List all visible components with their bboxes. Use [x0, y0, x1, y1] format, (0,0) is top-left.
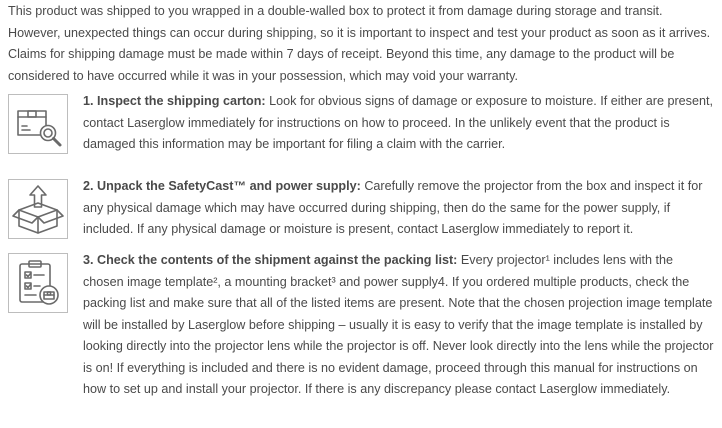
step-1-text [83, 91, 715, 156]
open-box-icon [8, 179, 68, 239]
step-3-text [83, 250, 715, 401]
step-3-body: Every projector¹ includes lens with the chosen image template², a mounting bracket³ and power supply4. If you ordered multiple products, check the packing list and make sure that all of the listed items are present. Note that the chosen projection image template will be installed by Laserglow before shipping – usually it is easy to verify that the image template is installed by looking directly into the projector lens while the projector is off. Never look directly into the lens while the projector is on! If everything is included and there is no evident damage, proceed through this manual for instructions on how to set up and install your projector. If there is any discrepancy please contact Laserglow immediately. [83, 253, 714, 396]
intro-paragraph: This product was shipped to you wrapped in a double-walled box to protect it from damage during storage and transit. However, unexpected things can occur during shipping, so it is important to inspect and test your product as soon as it arrives. Claims for shipping damage must be made within 7 days of receipt. Beyond this time, any damage to the product will be considered to have occurred while it was in your possession, which may void your warranty. [8, 4, 711, 83]
step-1-body: Look for obvious signs of damage or exposure to moisture. If either are present, contact Laserglow immediately for instructions on how to proceed. In the unlikely event that the product is damaged this information may be important for filing a claim with the carrier. [83, 94, 713, 151]
packing-list-icon [8, 253, 68, 313]
step-1-title: 1. Inspect the shipping carton: [83, 94, 266, 108]
step-2-body: Carefully remove the projector from the box and inspect it for any physical damage which may have occurred during shipping, then do the same for the power supply, if included. If any physical damage or moisture is present, contact Laserglow immediately to report it. [83, 179, 703, 236]
step-2-title: 2. Unpack the SafetyCast™ and power supply: [83, 179, 361, 193]
step-2-text [83, 176, 715, 241]
step-3-title: 3. Check the contents of the shipment against the packing list: [83, 253, 458, 267]
box-inspect-icon [8, 94, 68, 154]
